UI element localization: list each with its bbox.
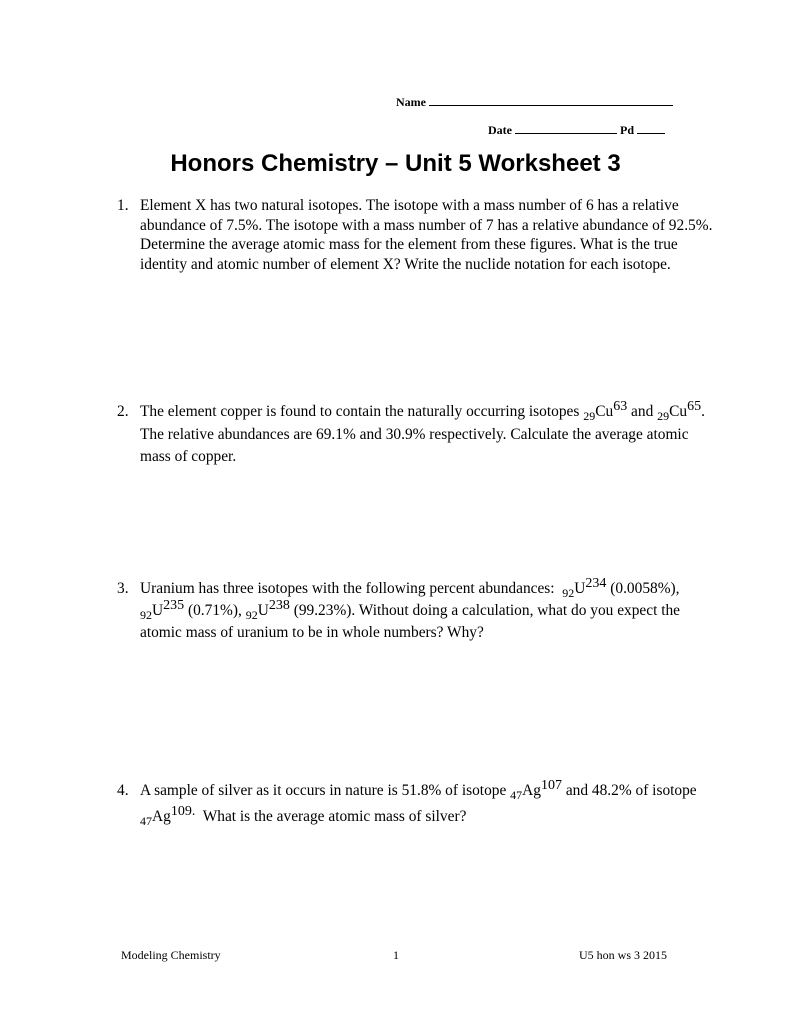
nuclide-u-238 — [245, 598, 290, 622]
mass-number: 63 — [613, 399, 628, 414]
element-symbol: Cu — [669, 403, 688, 420]
question-text-segment: and — [631, 403, 654, 420]
name-field-row — [396, 94, 673, 110]
element-symbol: U — [574, 580, 586, 597]
period-blank-line[interactable] — [637, 122, 665, 134]
date-label: Date — [488, 123, 512, 137]
footer-page-number: 1 — [393, 948, 399, 962]
nuclide-u-235 — [140, 598, 185, 622]
nuclide-ag-107 — [510, 778, 562, 802]
atomic-number: 92 — [140, 608, 152, 622]
question-1 — [117, 196, 717, 274]
atomic-number: 47 — [510, 788, 523, 802]
name-label: Name — [396, 95, 426, 109]
element-symbol: U — [257, 602, 269, 619]
mass-number: 235 — [163, 598, 185, 613]
page-title: Honors Chemistry – Unit 5 Worksheet 3 — [170, 150, 621, 177]
question-text-segment: . The relative abundances are 69.1% and 30.9% respectively. Calculate the average atomic mass of copper. — [140, 403, 705, 465]
question-4 — [117, 778, 717, 830]
mass-number: 109. — [170, 804, 196, 819]
question-number: 3. — [117, 580, 129, 597]
date-period-row — [488, 122, 665, 138]
question-text: Element X has two natural isotopes. The isotope with a mass number of 6 has a relative abundance of 7.5%. The isotope with a mass number of 7 has a relative abundance of 92.5%. Determine the average atomic mass for the element from these figures. What is the true identity and atomic number of element X? Write the nuclide notation for each isotope. — [140, 197, 713, 273]
nuclide-u-234 — [562, 576, 607, 600]
nuclide-ag-109 — [140, 804, 196, 828]
question-text — [140, 578, 717, 643]
element-symbol: Ag — [152, 808, 171, 825]
atomic-number: 47 — [140, 814, 152, 828]
question-text-segment: A sample of silver as it occurs in nature is 51.8% of isotope — [140, 782, 507, 799]
atomic-number: 29 — [657, 409, 670, 423]
question-text — [140, 778, 717, 830]
question-text-segment: The element copper is found to contain the naturally occurring isotopes — [140, 403, 580, 420]
question-text-segment: (0.71%), — [187, 602, 242, 619]
question-number: 1. — [117, 197, 129, 214]
question-number: 2. — [117, 403, 129, 420]
atomic-number: 92 — [562, 586, 575, 600]
name-blank-line[interactable] — [429, 94, 673, 106]
question-text — [140, 401, 717, 468]
question-text-segment: What is the average atomic mass of silver? — [202, 808, 467, 825]
period-label: Pd — [620, 123, 635, 137]
nuclide-cu-63 — [583, 399, 628, 423]
mass-number: 234 — [585, 576, 607, 591]
footer-document-id: U5 hon ws 3 2015 — [579, 948, 668, 962]
question-3 — [117, 578, 717, 643]
question-text-segment: (0.0058%), — [610, 580, 680, 597]
nuclide-cu-65 — [657, 399, 702, 423]
question-2 — [117, 401, 717, 468]
element-symbol: Cu — [595, 403, 614, 420]
question-text-segment: (99.23%). Without doing a calculation, what do you expect the atomic mass of uranium to be in whole numbers? Why? — [140, 602, 681, 641]
mass-number: 238 — [268, 598, 290, 613]
atomic-number: 29 — [583, 409, 596, 423]
question-text-segment: Uranium has three isotopes with the following percent abundances: — [140, 580, 555, 597]
element-symbol: Ag — [522, 782, 541, 799]
footer-course-name: Modeling Chemistry — [121, 948, 221, 962]
mass-number: 107 — [540, 778, 562, 793]
element-symbol: U — [152, 602, 164, 619]
question-text-segment: and 48.2% of isotope — [565, 782, 697, 799]
question-number: 4. — [117, 782, 129, 799]
mass-number: 65 — [687, 399, 702, 414]
atomic-number: 92 — [245, 608, 258, 622]
date-blank-line[interactable] — [515, 122, 617, 134]
